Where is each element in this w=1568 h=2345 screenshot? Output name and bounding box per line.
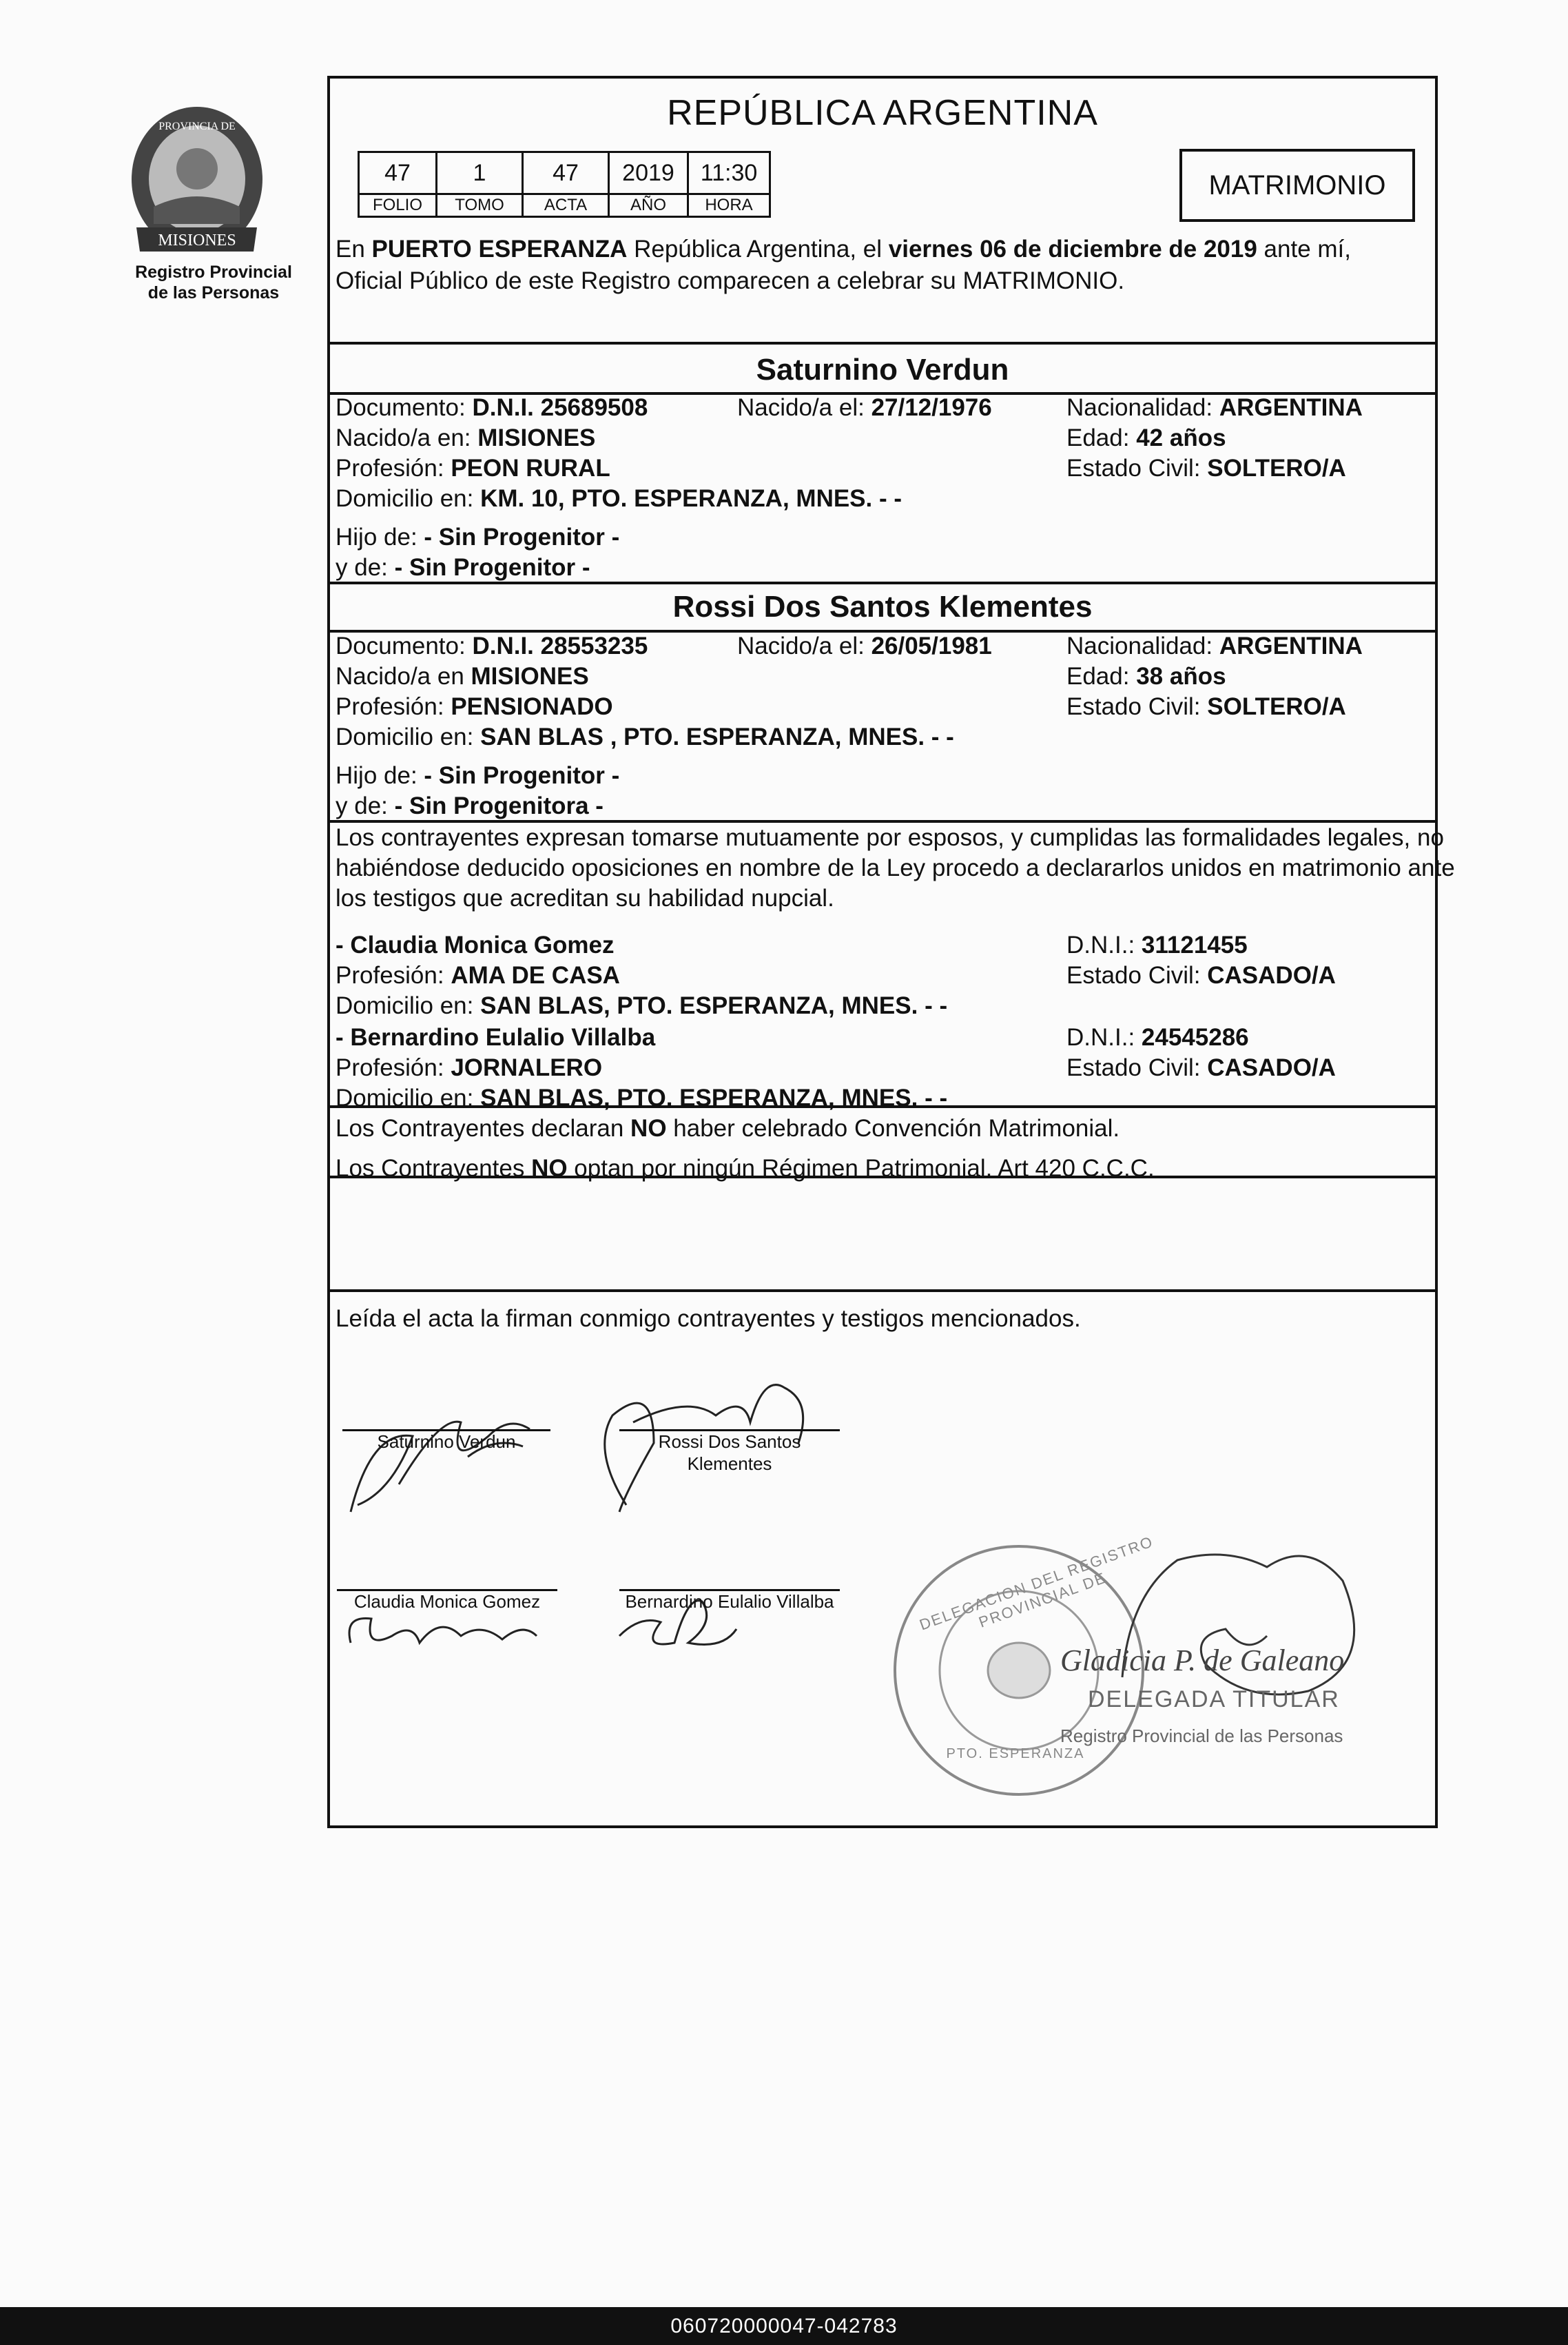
spouse1-profession: Profesión: PEON RURAL xyxy=(336,455,610,482)
spouse1-address: Domicilio en: KM. 10, PTO. ESPERANZA, MNES. - - xyxy=(336,485,902,512)
signatures-and-stamp-art xyxy=(330,1333,1435,1829)
hora-label: HORA xyxy=(688,194,770,217)
signature-name-bernardino: Bernardino Eulalio Villalba xyxy=(625,1591,834,1612)
official-organization: Registro Provincial de las Personas xyxy=(1060,1726,1343,1746)
witness1-name: - Claudia Monica Gomez xyxy=(336,932,615,959)
hora-value: 11:30 xyxy=(688,152,770,194)
document-code-footer: 060720000047-042783 xyxy=(0,2307,1568,2345)
signature-name-saturnino: Saturnino Verdun xyxy=(377,1431,516,1452)
spouse1-birth-place: Nacido/a en: MISIONES xyxy=(336,424,596,451)
spouse2-name-heading: Rossi Dos Santos Klementes xyxy=(672,590,1093,624)
svg-text:PROVINCIA DE: PROVINCIA DE xyxy=(158,121,236,132)
official-title: DELEGADA TITULAR xyxy=(1088,1686,1340,1712)
convention-declaration: Los Contrayentes declaran NO haber celebrado Convención Matrimonial. xyxy=(336,1115,1120,1142)
spouse2-parent-2: y de: - Sin Progenitora - xyxy=(336,792,604,819)
spouse2-age: Edad: 38 años xyxy=(1066,663,1226,690)
acta-value: 47 xyxy=(523,152,609,194)
signature-name-claudia: Claudia Monica Gomez xyxy=(353,1591,541,1612)
spouse2-document: Documento: D.N.I. 28553235 xyxy=(336,633,648,659)
signature-name-rossi-line2: Klementes xyxy=(687,1453,772,1474)
acta-label: ACTA xyxy=(523,194,609,217)
official-name: Gladicia P. de Galeano xyxy=(1060,1643,1345,1677)
declaration-line-1: Los contrayentes expresan tomarse mutuamente por esposos, y cumplidas las formalidades legales, no xyxy=(336,824,1444,851)
tomo-label: TOMO xyxy=(437,194,523,217)
tomo-value: 1 xyxy=(437,152,523,194)
spouse1-document: Documento: D.N.I. 25689508 xyxy=(336,394,648,421)
spouse2-birth-place: Nacido/a en MISIONES xyxy=(336,663,589,690)
witness1-address: Domicilio en: SAN BLAS, PTO. ESPERANZA, MNES. - - xyxy=(336,992,948,1019)
spouse2-address: Domicilio en: SAN BLAS , PTO. ESPERANZA, MNES. - - xyxy=(336,724,954,750)
folio-value: 47 xyxy=(359,152,437,194)
spouse2-profession: Profesión: PENSIONADO xyxy=(336,693,613,720)
svg-text:MISIONES: MISIONES xyxy=(158,232,236,249)
folio-label: FOLIO xyxy=(359,194,437,217)
witness1-profession: Profesión: AMA DE CASA xyxy=(336,962,620,989)
intro-line-1: En PUERTO ESPERANZA República Argentina, el viernes 06 de diciembre de 2019 ante mí, xyxy=(336,236,1351,263)
stamp-ring-text: DELEGACION DEL REGISTRO PROVINCIAL DE xyxy=(917,1533,1156,1634)
spouse1-birth-date: Nacido/a el: 27/12/1976 xyxy=(737,394,992,421)
anio-value: 2019 xyxy=(609,152,688,194)
registry-data-table xyxy=(358,151,771,218)
patrimonial-regime: Los Contrayentes NO optan por ningún Régimen Patrimonial. Art 420 C.C.C. xyxy=(336,1155,1155,1182)
witness2-dni: D.N.I.: 24545286 xyxy=(1066,1024,1249,1051)
witness2-name: - Bernardino Eulalio Villalba xyxy=(336,1024,656,1051)
reading-statement: Leída el acta la firman conmigo contrayentes y testigos mencionados. xyxy=(336,1305,1081,1332)
intro-line-2: Oficial Público de este Registro comparecen a celebrar su MATRIMONIO. xyxy=(336,267,1125,294)
spouse2-parent-1: Hijo de: - Sin Progenitor - xyxy=(336,762,620,789)
witness2-address: Domicilio en: SAN BLAS, PTO. ESPERANZA, MNES. - - xyxy=(336,1085,948,1112)
spouse1-age: Edad: 42 años xyxy=(1066,424,1226,451)
spouse2-birth-date: Nacido/a el: 26/05/1981 xyxy=(737,633,992,659)
declaration-line-3: los testigos que acreditan su habilidad nupcial. xyxy=(336,885,834,912)
signature-name-rossi-line1: Rossi Dos Santos xyxy=(658,1431,801,1452)
page-title: REPÚBLICA ARGENTINA xyxy=(667,93,1098,133)
spouse1-name-heading: Saturnino Verdun xyxy=(756,353,1009,387)
spouse1-parent-2: y de: - Sin Progenitor - xyxy=(336,554,590,581)
spouse2-civil-status: Estado Civil: SOLTERO/A xyxy=(1066,693,1346,720)
anio-label: AÑO xyxy=(609,194,688,217)
spouse1-civil-status: Estado Civil: SOLTERO/A xyxy=(1066,455,1346,482)
act-type-box: MATRIMONIO xyxy=(1179,149,1415,222)
spouse1-parent-1: Hijo de: - Sin Progenitor - xyxy=(336,524,620,551)
witness1-civil-status: Estado Civil: CASADO/A xyxy=(1066,962,1336,989)
declaration-line-2: habiéndose deducido oposiciones en nombre de la Ley procedo a declararlos unidos en matrimonio ante xyxy=(336,854,1455,881)
logo-caption: Registro Provincial de las Personas xyxy=(135,263,292,303)
witness2-civil-status: Estado Civil: CASADO/A xyxy=(1066,1054,1336,1081)
marriage-certificate-frame xyxy=(327,76,1455,1828)
witness1-dni: D.N.I.: 31121455 xyxy=(1066,932,1248,959)
spouse1-nationality: Nacionalidad: ARGENTINA xyxy=(1066,394,1363,421)
witness2-profession: Profesión: JORNALERO xyxy=(336,1054,603,1081)
stamp-inner-text: PTO. ESPERANZA xyxy=(946,1746,1085,1761)
spouse2-nationality: Nacionalidad: ARGENTINA xyxy=(1066,633,1363,659)
